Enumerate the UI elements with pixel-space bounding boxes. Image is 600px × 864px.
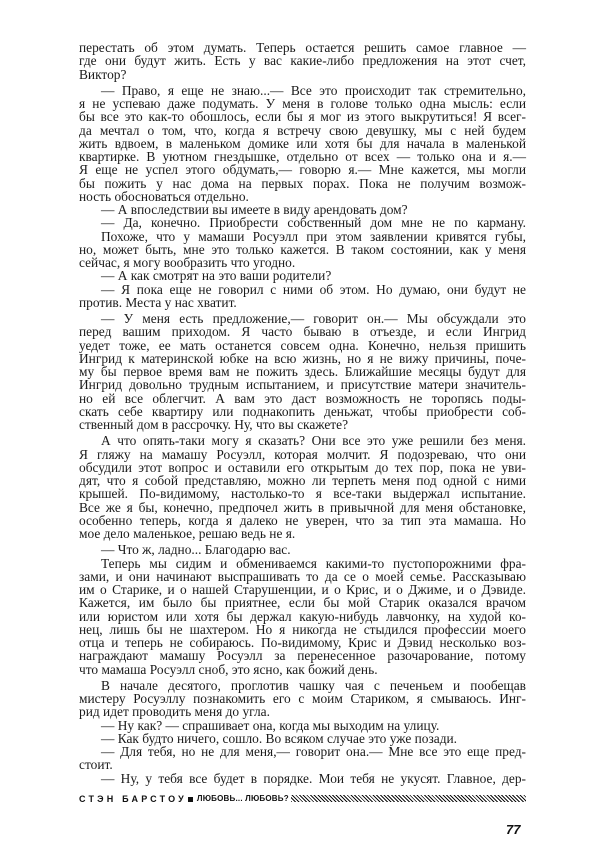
text-line: мистеру Росуэллу познакомить его с моим Стариком, я смываюсь. Инг-	[79, 691, 526, 706]
text-line: мое дело маленькое, решаю ведь не я.	[79, 526, 296, 541]
text-line: В начале десятого, проглотив чашку чая с печеньем и пообещав	[101, 677, 526, 693]
paragraph	[79, 719, 526, 732]
text-line: особенно теперь, когда я далеко не уверен, что за тип эта мамаша. Но	[79, 512, 526, 528]
text-line: уедет тоже, ее мать останется совсем одна. Конечно, нельзя пришить	[79, 337, 526, 353]
text-line: ность обосноваться отдельно.	[79, 188, 249, 204]
text-line: — Право, я еще не знаю...— Все это происходит так стремительно,	[101, 82, 526, 98]
paragraph	[79, 434, 526, 540]
paragraph	[79, 230, 526, 270]
text-line: Ингрид к материнской юбке на всю жизнь, но я не вижу причины, поче-	[79, 350, 526, 366]
text-line: — Как будто ничего, сошло. Во всяком случае это уже позади.	[101, 730, 458, 746]
text-line: Ингрид довольно трудным испытанием, и присутствие матери значитель-	[79, 377, 526, 393]
text-line: скать себе квартиру или поднакопить деньжат, чтобы приобрести соб-	[79, 403, 526, 419]
text-line: зами, и они начинают выспрашивать то да се о моей семье. Рассказываю	[79, 568, 526, 584]
text-line: обсудили этот вопрос и оставили его открытым до тех пор, пока не уви-	[79, 459, 526, 475]
text-line: бы пожить у нас дома на первых порах. Пока не получим возмож-	[79, 175, 526, 191]
text-line: где они будут жить. Есть у вас какие-либо предложения на этот счет,	[79, 53, 526, 69]
text-line: Похоже, что у мамаши Росуэлл при этом заявлении кривятся губы,	[101, 228, 526, 244]
text-line: сейчас, я могу вообразить что угодно.	[79, 255, 296, 270]
text-line: — Для тебя, но не для меня,— говорит она.— Мне все это еще пред-	[101, 744, 526, 759]
text-line: — Ну, у тебя все будет в порядке. Мои тебя не укусят. Главное, дер-	[101, 770, 526, 786]
text-line: А что опять-таки могу я сказать? Они все это уже решили без меня.	[101, 433, 526, 449]
text-line: отца и теперь не собираюсь. По-видимому, Крис и Дэвид несколько воз-	[79, 635, 526, 650]
paragraph	[79, 283, 526, 310]
text-line: — У меня есть предложение,— говорит он.— Мы обсуждали это	[101, 311, 526, 326]
footer-book-title: ЛЮБОВЬ... ЛЮБОВЬ?	[196, 794, 289, 803]
text-line: против. Места у нас хватит.	[79, 294, 237, 310]
text-line: перестать об этом думать. Теперь остается решить самое главное —	[79, 40, 526, 55]
text-line: — Да, конечно. Приобрести собственный дом мне не по карману.	[101, 215, 526, 231]
text-line: но ей все облегчит. А вам это даст возможность не торопясь поды-	[79, 390, 526, 406]
text-line: нец, лишь бы не шахтером. Но я никогда не стыдился профессии моего	[79, 621, 526, 637]
paragraph	[79, 772, 526, 785]
text-line: рид идет проводить меня до угла.	[79, 704, 270, 720]
paragraph	[79, 745, 526, 772]
text-line: крышей. По-видимому, настолько-то я все-таки выдержал испытание.	[79, 486, 526, 502]
text-line: или юристом или хотя бы держал какую-нибудь лавчонку, на худой ко-	[79, 608, 526, 624]
paragraph	[79, 269, 526, 282]
paragraph	[79, 312, 526, 431]
text-line: им о Старике, и о нашей Старушенции, и о Крис, и о Джиме, и о Дэвиде.	[79, 582, 526, 597]
square-bullet-icon	[188, 797, 193, 802]
text-line: Виктор?	[79, 66, 127, 82]
paragraph	[79, 679, 526, 719]
text-line: — А впоследствии вы имеете в виду арендовать дом?	[101, 202, 408, 217]
page-body-text	[79, 41, 526, 785]
text-line: Все же я бы, конечно, предпочел жить в привычной для меня обстановке,	[79, 499, 526, 515]
text-line: — Ну как? — спрашивает она, когда мы выходим на улицу.	[101, 717, 440, 733]
paragraph	[79, 557, 526, 676]
text-line: — Что ж, ладно... Благодарю вас.	[101, 542, 291, 558]
text-line: награждают мамашу Росуэлл за перенесенное разочарование, потому	[79, 648, 526, 664]
text-line: я не успеваю даже подумать. У меня в голове только одна мысль: если	[79, 96, 526, 111]
text-line: — А как смотрят на это ваши родители?	[101, 268, 332, 284]
text-line: му бы первое время вам не пожить здесь. Ближайшие месяцы будут для	[79, 364, 526, 379]
paragraph	[79, 543, 526, 556]
page-number: 77	[506, 822, 521, 837]
text-line: стоит.	[79, 757, 113, 773]
text-line: перед вашим приходом. Я часто бываю в отъезде, и если Ингрид	[79, 324, 526, 340]
hatched-rule	[291, 795, 526, 802]
text-line: но, может быть, мне это только кажется. В таком состоянии, как у меня	[79, 241, 526, 257]
footer-author: СТЭН БАРСТОУ	[79, 793, 187, 804]
running-footer	[79, 793, 526, 804]
text-line: ственный дом в рассрочку. Ну, что вы скажете?	[79, 417, 349, 432]
paragraph	[79, 216, 526, 229]
paragraph	[79, 732, 526, 745]
text-line: квартирке. В уютном гнездышке, отдельно от всех — только она и я.—	[79, 149, 526, 164]
text-line: да мечтал о том, что, когда я встречу свою девушку, мы с ней будем	[79, 122, 526, 138]
paragraph	[79, 84, 526, 203]
text-line: Теперь мы сидим и обмениваемся какими-то пустопорожними фра-	[101, 555, 526, 571]
text-line: Я еще не успел этого обдумать,— говорю я.— Мне кажется, мы могли	[79, 162, 526, 178]
text-line: — Я пока еще не говорил с ними об этом. Но думаю, они будут не	[101, 281, 526, 297]
paragraph	[79, 41, 526, 81]
paragraph	[79, 203, 526, 216]
text-line: Кажется, им было бы приятнее, если бы мой Старик оказался врачом	[79, 595, 526, 611]
text-line: бы все это как-то обошлось, если бы я мог из этого выкрутиться! Я всег-	[79, 109, 526, 125]
text-line: Я гляжу на мамашу Росуэлл, которая молчит. Я подозреваю, что они	[79, 446, 526, 462]
text-line: дят, что я собой представляю, можно ли терпеть меня под одной с ними	[79, 473, 526, 488]
text-line: жить вдвоем, в маленьком домике или хотя бы для начала в маленькой	[79, 135, 526, 151]
text-line: что мамаша Росуэлл сноб, это ясно, как божий день.	[79, 661, 378, 677]
